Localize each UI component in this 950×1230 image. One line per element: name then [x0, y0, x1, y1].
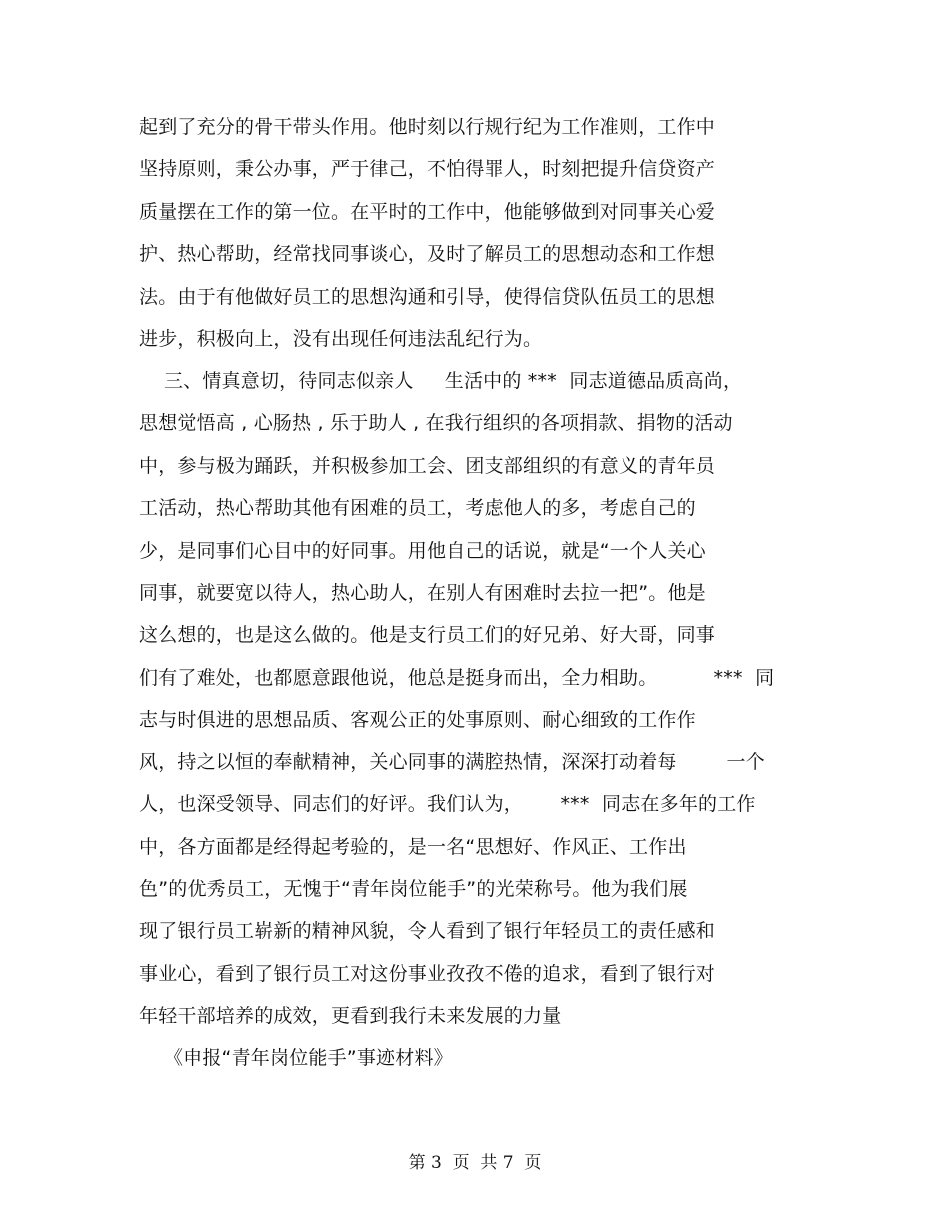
body-text-line: 思想觉悟高 , 心肠热 , 乐于助人 , 在我行组织的各项捐款、捐物的活动: [139, 412, 733, 434]
body-text-line: 护、热心帮助，经常找同事谈心，及时了解员工的思想动态和工作想: [139, 243, 716, 265]
section-heading-line: 三、情真意切，待同志似亲人 生活中的 *** 同志道德品质高尚，: [139, 370, 743, 392]
body-text-line: 志与时俱进的思想品质、客观公正的处事原则、耐心细致的工作作: [139, 709, 696, 731]
body-text-line: 事业心，看到了银行员工对这份事业孜孜不倦的追求，看到了银行对: [139, 963, 716, 985]
body-text-line: 工活动，热心帮助其他有困难的员工，考虑他人的多，考虑自己的: [139, 497, 696, 519]
body-text-line: 起到了充分的骨干带头作用。他时刻以行规行纪为工作准则，工作中: [139, 116, 716, 138]
body-text-line: 中，各方面都是经得起考验的，是一名“思想好、作风正、工作出: [139, 836, 687, 858]
body-text-line: 少，是同事们心目中的好同事。用他自己的话说，就是“一个人关心: [139, 540, 706, 562]
body-text-line: 色”的优秀员工，无愧于“青年岗位能手”的光荣称号。他为我们展: [139, 878, 688, 900]
body-text-line: 风，持之以恒的奉献精神，关心同事的满腔热情，深深打动着每 一个: [139, 751, 765, 773]
document-title-line: 《申报“青年岗位能手”事迹材料》: [139, 1047, 453, 1069]
body-text-line: 年轻干部培养的成效，更看到我行未来发展的力量: [139, 1005, 562, 1027]
body-text-line: 质量摆在工作的第一位。在平时的工作中，他能够做到对同事关心爱: [139, 201, 716, 223]
body-text-line: 人，也深受领导、同志们的好评。我们认为， *** 同志在多年的工作: [139, 793, 756, 815]
body-text-line: 进步，积极向上，没有出现任何违法乱纪行为。: [139, 328, 543, 350]
body-text-line: 法。由于有他做好员工的思想沟通和引导，使得信贷队伍员工的思想: [139, 286, 716, 308]
body-text-line: 坚持原则，秉公办事，严于律己，不怕得罪人，时刻把提升信贷资产: [139, 158, 716, 180]
body-text-line: 这么想的，也是这么做的。他是支行员工们的好兄弟、好大哥，同事: [139, 624, 716, 646]
page-footer: 第 3 页 共 7 页: [408, 1153, 542, 1173]
body-text-line: 同事，就要宽以待人，热心助人，在别人有困难时去拉一把”。他是: [139, 582, 706, 604]
body-text-line: 现了银行员工崭新的精神风貌，令人看到了银行年轻员工的责任感和: [139, 920, 716, 942]
body-text-line: 们有了难处，也都愿意跟他说，他总是挺身而出，全力相助。 *** 同: [139, 667, 775, 689]
body-text-line: 中，参与极为踊跃，并积极参加工会、团支部组织的有意义的青年员: [139, 455, 716, 477]
